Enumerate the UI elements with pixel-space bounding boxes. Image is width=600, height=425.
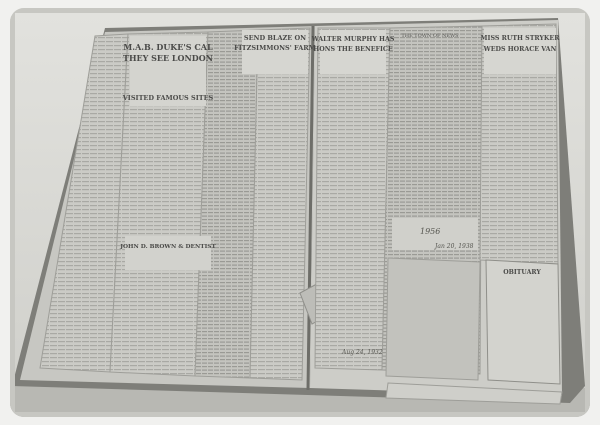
headline-right-corner-line2: WEDS HORACE VAN [483,46,557,53]
obituary-label: OBITUARY [503,269,541,276]
headline-left-mid-line2: FITZSIMMONS' FARM [234,44,316,52]
clipping-column-5 [315,28,390,370]
handwritten-date: Jan 20, 1938 [435,243,474,250]
headline-left-top-line1: M.A.B. DUKE'S CAL [123,42,213,52]
subhead-left-top: VISITED FAMOUS SITES [122,94,214,102]
handwritten-year: 1956 [420,227,441,236]
clipping-column-4 [250,28,310,380]
scrapbook-illustration [10,8,590,417]
headline-right-top-line2: HONS THE BENEFICE [313,46,393,53]
obituary-card [486,260,560,384]
handwritten-note: Aug 24, 1932 [342,349,383,356]
headline-left-lower: JOHN D. BROWN & DENTIST [120,244,216,250]
photo-frame [10,8,590,417]
headline-left-mid-line1: SEND BLAZE ON [243,34,307,42]
small-header-right: THE TOWN OF NEWS [401,33,459,39]
headline-left-top-line2: THEY SEE LONDON [123,53,213,63]
clipping-lower-right [386,258,480,380]
headline-right-corner-line1: MISS RUTH STRYKER [480,35,560,42]
headline-block-left-lower [125,236,211,270]
headline-right-top-line1: WALTER MURPHY HAS [311,36,395,43]
